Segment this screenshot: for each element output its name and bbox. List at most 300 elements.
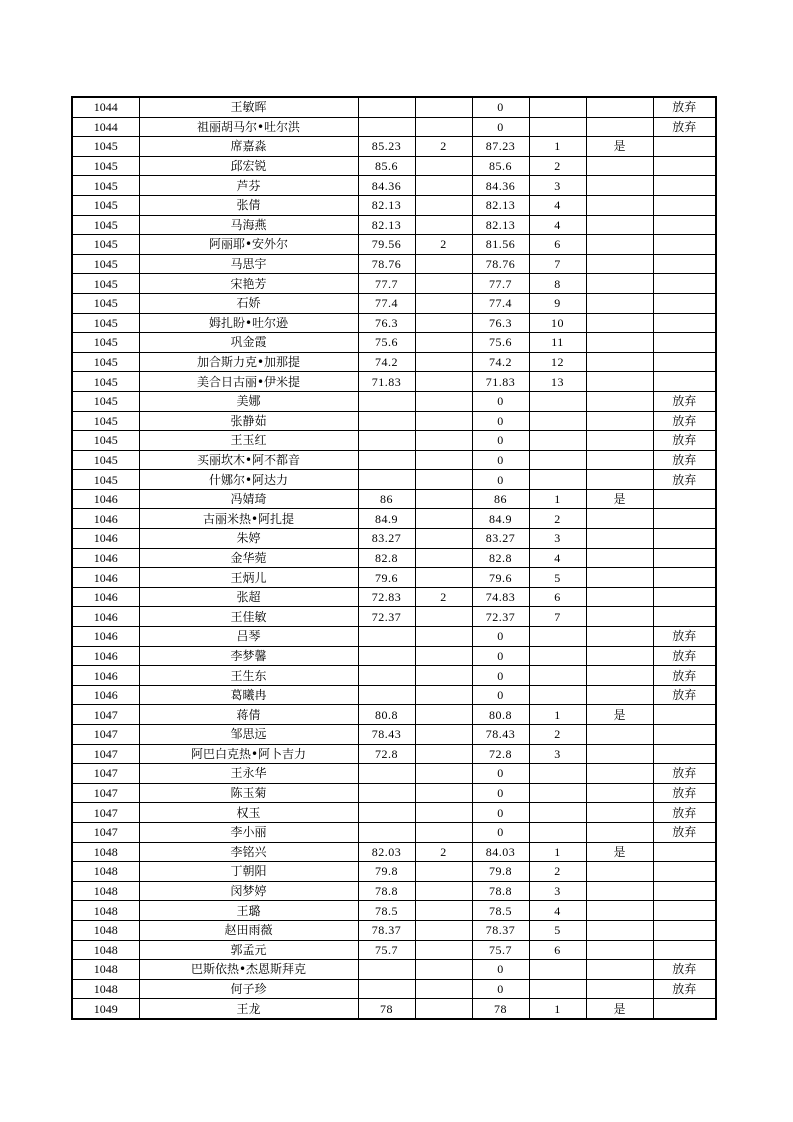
bonus-cell (415, 391, 472, 411)
rank-cell: 7 (529, 607, 586, 627)
candidate-name-cell: 何子珍 (139, 979, 358, 999)
selected-cell (586, 783, 653, 803)
score-cell (358, 391, 415, 411)
candidate-name-cell: 祖丽胡马尔•吐尔洪 (139, 117, 358, 137)
score-cell: 82.13 (358, 215, 415, 235)
total-score-cell: 79.6 (472, 568, 529, 588)
bonus-cell (415, 920, 472, 940)
score-cell (358, 764, 415, 784)
table-row (72, 117, 716, 137)
table-row (72, 529, 716, 549)
score-cell: 72.83 (358, 587, 415, 607)
score-cell (358, 803, 415, 823)
note-cell (653, 842, 716, 862)
score-cell: 78.37 (358, 920, 415, 940)
exam-code-cell: 1044 (72, 117, 139, 137)
bonus-cell (415, 901, 472, 921)
score-cell: 80.8 (358, 705, 415, 725)
rank-cell: 1 (529, 489, 586, 509)
note-cell (653, 529, 716, 549)
rank-cell: 11 (529, 333, 586, 353)
bonus-cell (415, 627, 472, 647)
selected-cell (586, 666, 653, 686)
note-cell: 放弃 (653, 431, 716, 451)
candidate-name-cell: 郭孟元 (139, 940, 358, 960)
bonus-cell (415, 489, 472, 509)
table-row (72, 176, 716, 196)
exam-code-cell: 1047 (72, 764, 139, 784)
note-cell (653, 176, 716, 196)
selected-cell (586, 607, 653, 627)
score-cell: 79.8 (358, 862, 415, 882)
bonus-cell (415, 685, 472, 705)
bonus-cell (415, 862, 472, 882)
note-cell (653, 333, 716, 353)
score-cell (358, 783, 415, 803)
bonus-cell (415, 470, 472, 490)
selected-cell (586, 646, 653, 666)
total-score-cell: 0 (472, 979, 529, 999)
score-cell (358, 431, 415, 451)
exam-code-cell: 1048 (72, 842, 139, 862)
candidate-name-cell: 朱婷 (139, 529, 358, 549)
bonus-cell (415, 313, 472, 333)
table-row (72, 313, 716, 333)
bonus-cell (415, 646, 472, 666)
exam-code-cell: 1045 (72, 391, 139, 411)
exam-code-cell: 1047 (72, 705, 139, 725)
selected-cell (586, 568, 653, 588)
exam-code-cell: 1045 (72, 156, 139, 176)
bonus-cell (415, 960, 472, 980)
score-cell: 78.43 (358, 725, 415, 745)
table-row (72, 450, 716, 470)
rank-cell (529, 470, 586, 490)
candidate-name-cell: 巩金霞 (139, 333, 358, 353)
total-score-cell: 0 (472, 450, 529, 470)
total-score-cell: 71.83 (472, 372, 529, 392)
candidate-name-cell: 古丽米热•阿扎提 (139, 509, 358, 529)
candidate-name-cell: 邱宏锐 (139, 156, 358, 176)
exam-code-cell: 1045 (72, 215, 139, 235)
exam-code-cell: 1046 (72, 646, 139, 666)
selected-cell (586, 156, 653, 176)
total-score-cell: 74.83 (472, 587, 529, 607)
score-cell: 85.23 (358, 137, 415, 157)
selected-cell (586, 391, 653, 411)
score-cell: 85.6 (358, 156, 415, 176)
candidate-name-cell: 美娜 (139, 391, 358, 411)
candidate-name-cell: 加合斯力克•加那提 (139, 352, 358, 372)
total-score-cell: 87.23 (472, 137, 529, 157)
total-score-cell: 77.7 (472, 274, 529, 294)
exam-code-cell: 1048 (72, 940, 139, 960)
bonus-cell (415, 940, 472, 960)
exam-code-cell: 1046 (72, 489, 139, 509)
total-score-cell: 0 (472, 431, 529, 451)
candidate-name-cell: 巴斯依热•杰恩斯拜克 (139, 960, 358, 980)
total-score-cell: 0 (472, 783, 529, 803)
candidate-name-cell: 王璐 (139, 901, 358, 921)
rank-cell: 9 (529, 293, 586, 313)
note-cell (653, 509, 716, 529)
note-cell (653, 940, 716, 960)
note-cell (653, 372, 716, 392)
selected-cell (586, 725, 653, 745)
rank-cell (529, 764, 586, 784)
exam-code-cell: 1046 (72, 666, 139, 686)
total-score-cell: 84.03 (472, 842, 529, 862)
score-cell (358, 960, 415, 980)
table-row (72, 764, 716, 784)
total-score-cell: 82.8 (472, 548, 529, 568)
table-row (72, 489, 716, 509)
selected-cell (586, 372, 653, 392)
selected-cell (586, 881, 653, 901)
candidate-name-cell: 王敏晖 (139, 97, 358, 117)
table-row (72, 666, 716, 686)
total-score-cell: 86 (472, 489, 529, 509)
total-score-cell: 0 (472, 97, 529, 117)
candidate-name-cell: 李梦馨 (139, 646, 358, 666)
exam-code-cell: 1046 (72, 529, 139, 549)
candidate-name-cell: 阿丽耶•安外尔 (139, 235, 358, 255)
table-row (72, 235, 716, 255)
candidate-name-cell: 李铭兴 (139, 842, 358, 862)
score-cell: 86 (358, 489, 415, 509)
bonus-cell (415, 764, 472, 784)
candidate-name-cell: 金华菀 (139, 548, 358, 568)
table-row (72, 431, 716, 451)
candidate-name-cell: 阿巴白克热•阿卜吉力 (139, 744, 358, 764)
score-cell: 77.7 (358, 274, 415, 294)
exam-code-cell: 1045 (72, 176, 139, 196)
score-cell (358, 470, 415, 490)
table-row (72, 568, 716, 588)
score-cell (358, 97, 415, 117)
table-row (72, 97, 716, 117)
score-cell (358, 979, 415, 999)
candidate-name-cell: 王玉红 (139, 431, 358, 451)
selected-cell (586, 117, 653, 137)
note-cell (653, 568, 716, 588)
candidate-name-cell: 王炳儿 (139, 568, 358, 588)
exam-code-cell: 1046 (72, 509, 139, 529)
score-cell (358, 450, 415, 470)
total-score-cell: 0 (472, 764, 529, 784)
rank-cell (529, 431, 586, 451)
rank-cell: 1 (529, 705, 586, 725)
score-cell (358, 822, 415, 842)
note-cell: 放弃 (653, 646, 716, 666)
candidate-name-cell: 赵田雨薇 (139, 920, 358, 940)
bonus-cell (415, 333, 472, 353)
total-score-cell: 78.37 (472, 920, 529, 940)
table-row (72, 509, 716, 529)
note-cell: 放弃 (653, 411, 716, 431)
candidate-name-cell: 权玉 (139, 803, 358, 823)
total-score-cell: 78.43 (472, 725, 529, 745)
selected-cell (586, 529, 653, 549)
score-cell (358, 627, 415, 647)
note-cell (653, 587, 716, 607)
exam-code-cell: 1047 (72, 803, 139, 823)
exam-code-cell: 1045 (72, 313, 139, 333)
table-row (72, 901, 716, 921)
total-score-cell: 0 (472, 666, 529, 686)
rank-cell (529, 627, 586, 647)
rank-cell: 4 (529, 548, 586, 568)
note-cell (653, 901, 716, 921)
selected-cell (586, 979, 653, 999)
table-row (72, 881, 716, 901)
total-score-cell: 83.27 (472, 529, 529, 549)
bonus-cell (415, 881, 472, 901)
candidate-name-cell: 冯婧琦 (139, 489, 358, 509)
table-row (72, 195, 716, 215)
total-score-cell: 0 (472, 646, 529, 666)
rank-cell: 5 (529, 568, 586, 588)
table-row (72, 646, 716, 666)
bonus-cell (415, 509, 472, 529)
candidate-name-cell: 宋艳芳 (139, 274, 358, 294)
candidate-name-cell: 陈玉菊 (139, 783, 358, 803)
candidate-name-cell: 丁朝阳 (139, 862, 358, 882)
exam-code-cell: 1046 (72, 627, 139, 647)
candidate-name-cell: 马海燕 (139, 215, 358, 235)
candidate-name-cell: 美合日古丽•伊米提 (139, 372, 358, 392)
note-cell: 放弃 (653, 822, 716, 842)
selected-cell (586, 960, 653, 980)
score-cell: 72.37 (358, 607, 415, 627)
candidate-name-cell: 王生东 (139, 666, 358, 686)
bonus-cell: 2 (415, 842, 472, 862)
rank-cell: 1 (529, 137, 586, 157)
selected-cell (586, 411, 653, 431)
candidate-name-cell: 马思宇 (139, 254, 358, 274)
exam-code-cell: 1046 (72, 548, 139, 568)
selected-cell (586, 509, 653, 529)
total-score-cell: 82.13 (472, 195, 529, 215)
selected-cell (586, 97, 653, 117)
table-row (72, 548, 716, 568)
score-cell (358, 117, 415, 137)
exam-code-cell: 1047 (72, 783, 139, 803)
score-cell: 78.5 (358, 901, 415, 921)
total-score-cell: 78.5 (472, 901, 529, 921)
exam-code-cell: 1048 (72, 960, 139, 980)
note-cell (653, 313, 716, 333)
note-cell (653, 607, 716, 627)
bonus-cell (415, 176, 472, 196)
score-cell: 75.6 (358, 333, 415, 353)
selected-cell (586, 293, 653, 313)
rank-cell: 1 (529, 842, 586, 862)
score-cell: 78.76 (358, 254, 415, 274)
exam-code-cell: 1046 (72, 607, 139, 627)
rank-cell: 12 (529, 352, 586, 372)
total-score-cell: 82.13 (472, 215, 529, 235)
table-row (72, 333, 716, 353)
rank-cell (529, 411, 586, 431)
candidate-name-cell: 买丽坎木•阿不都音 (139, 450, 358, 470)
total-score-cell: 81.56 (472, 235, 529, 255)
note-cell (653, 744, 716, 764)
exam-code-cell: 1046 (72, 685, 139, 705)
total-score-cell: 0 (472, 685, 529, 705)
bonus-cell (415, 411, 472, 431)
exam-code-cell: 1048 (72, 881, 139, 901)
table-row (72, 352, 716, 372)
note-cell (653, 999, 716, 1019)
candidate-name-cell: 王佳敏 (139, 607, 358, 627)
selected-cell (586, 764, 653, 784)
selected-cell: 是 (586, 842, 653, 862)
selected-cell (586, 470, 653, 490)
candidate-name-cell: 石娇 (139, 293, 358, 313)
score-cell (358, 685, 415, 705)
bonus-cell (415, 352, 472, 372)
note-cell: 放弃 (653, 764, 716, 784)
rank-cell: 10 (529, 313, 586, 333)
rank-cell: 2 (529, 725, 586, 745)
note-cell: 放弃 (653, 979, 716, 999)
rank-cell: 1 (529, 999, 586, 1019)
candidate-name-cell: 李小丽 (139, 822, 358, 842)
rank-cell: 4 (529, 215, 586, 235)
note-cell: 放弃 (653, 783, 716, 803)
rank-cell: 4 (529, 901, 586, 921)
table-row (72, 822, 716, 842)
rank-cell: 3 (529, 744, 586, 764)
rank-cell: 5 (529, 920, 586, 940)
table-row (72, 372, 716, 392)
bonus-cell (415, 705, 472, 725)
exam-code-cell: 1045 (72, 411, 139, 431)
total-score-cell: 0 (472, 960, 529, 980)
note-cell (653, 137, 716, 157)
note-cell: 放弃 (653, 803, 716, 823)
exam-code-cell: 1045 (72, 352, 139, 372)
table-row (72, 979, 716, 999)
table-row (72, 137, 716, 157)
selected-cell (586, 352, 653, 372)
note-cell (653, 705, 716, 725)
bonus-cell (415, 293, 472, 313)
exam-code-cell: 1048 (72, 901, 139, 921)
table-row (72, 293, 716, 313)
bonus-cell (415, 548, 472, 568)
note-cell (653, 725, 716, 745)
bonus-cell (415, 725, 472, 745)
table-row (72, 391, 716, 411)
total-score-cell: 0 (472, 117, 529, 137)
rank-cell: 6 (529, 235, 586, 255)
bonus-cell (415, 117, 472, 137)
score-cell (358, 411, 415, 431)
candidate-name-cell: 葛曦冉 (139, 685, 358, 705)
table-row (72, 607, 716, 627)
candidate-name-cell: 什娜尔•阿达力 (139, 470, 358, 490)
note-cell: 放弃 (653, 960, 716, 980)
total-score-cell: 0 (472, 470, 529, 490)
total-score-cell: 74.2 (472, 352, 529, 372)
table-row (72, 960, 716, 980)
candidate-name-cell: 张倩 (139, 195, 358, 215)
note-cell (653, 293, 716, 313)
bonus-cell: 2 (415, 587, 472, 607)
note-cell (653, 920, 716, 940)
results-table (71, 96, 717, 1020)
score-cell (358, 646, 415, 666)
selected-cell (586, 450, 653, 470)
table-row (72, 920, 716, 940)
candidate-name-cell: 闵梦婷 (139, 881, 358, 901)
total-score-cell: 75.7 (472, 940, 529, 960)
rank-cell: 3 (529, 881, 586, 901)
bonus-cell (415, 822, 472, 842)
selected-cell (586, 822, 653, 842)
selected-cell (586, 333, 653, 353)
selected-cell (586, 920, 653, 940)
total-score-cell: 72.8 (472, 744, 529, 764)
candidate-name-cell: 吕琴 (139, 627, 358, 647)
exam-code-cell: 1045 (72, 235, 139, 255)
table-row (72, 156, 716, 176)
note-cell (653, 862, 716, 882)
note-cell (653, 274, 716, 294)
rank-cell (529, 391, 586, 411)
note-cell (653, 881, 716, 901)
exam-code-cell: 1045 (72, 470, 139, 490)
candidate-name-cell: 张静茹 (139, 411, 358, 431)
bonus-cell (415, 666, 472, 686)
rank-cell: 2 (529, 156, 586, 176)
score-cell: 72.8 (358, 744, 415, 764)
exam-code-cell: 1044 (72, 97, 139, 117)
total-score-cell: 78 (472, 999, 529, 1019)
total-score-cell: 85.6 (472, 156, 529, 176)
candidate-name-cell: 王永华 (139, 764, 358, 784)
rank-cell: 2 (529, 862, 586, 882)
note-cell (653, 489, 716, 509)
candidate-name-cell: 芦芬 (139, 176, 358, 196)
exam-code-cell: 1047 (72, 822, 139, 842)
rank-cell (529, 822, 586, 842)
table-row (72, 725, 716, 745)
rank-cell: 4 (529, 195, 586, 215)
exam-code-cell: 1046 (72, 587, 139, 607)
score-cell: 82.8 (358, 548, 415, 568)
bonus-cell (415, 803, 472, 823)
score-cell: 78 (358, 999, 415, 1019)
score-cell: 76.3 (358, 313, 415, 333)
exam-code-cell: 1048 (72, 920, 139, 940)
note-cell (653, 235, 716, 255)
candidate-name-cell: 张超 (139, 587, 358, 607)
score-cell: 74.2 (358, 352, 415, 372)
note-cell (653, 195, 716, 215)
total-score-cell: 80.8 (472, 705, 529, 725)
rank-cell: 6 (529, 587, 586, 607)
rank-cell: 8 (529, 274, 586, 294)
total-score-cell: 78.76 (472, 254, 529, 274)
table-row (72, 940, 716, 960)
score-cell (358, 666, 415, 686)
table-row (72, 705, 716, 725)
table-row (72, 215, 716, 235)
total-score-cell: 0 (472, 627, 529, 647)
